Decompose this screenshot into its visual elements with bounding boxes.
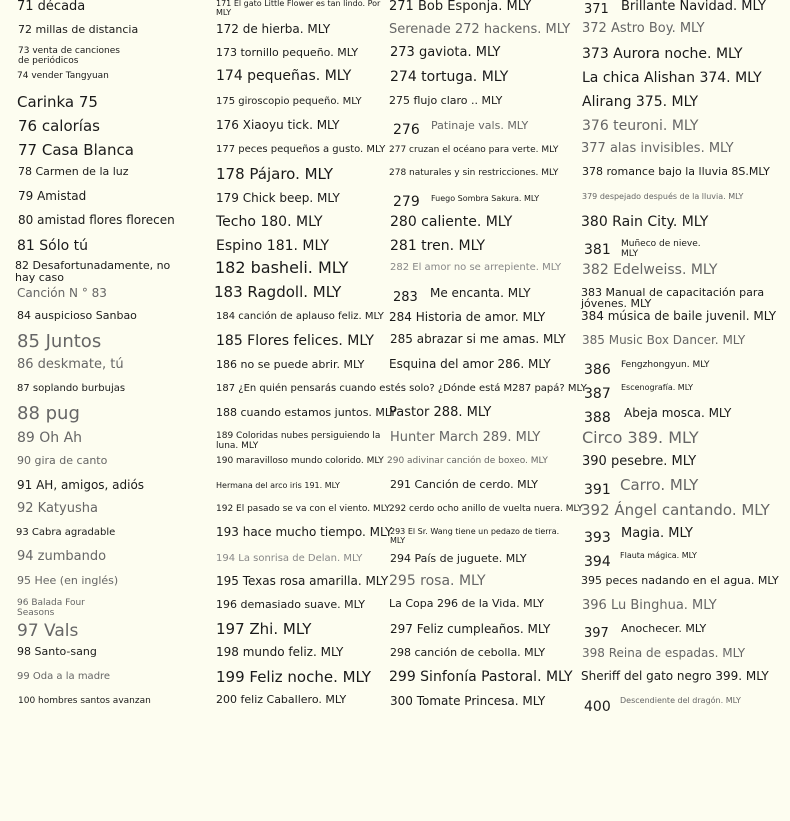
list-item: 97 Vals bbox=[17, 621, 79, 641]
list-item: 185 Flores felices. MLY bbox=[216, 333, 374, 349]
list-item: 172 de hierba. MLY bbox=[216, 22, 331, 36]
list-item: 94 zumbando bbox=[17, 549, 107, 564]
list-item: 297 Feliz cumpleaños. MLY bbox=[390, 622, 551, 636]
list-item: 92 Katyusha bbox=[17, 501, 98, 516]
list-item: Escenografía. MLY bbox=[621, 383, 693, 392]
list-item: Alirang 375. MLY bbox=[582, 94, 699, 110]
list-item: 282 El amor no se arrepiente. MLY bbox=[390, 262, 562, 273]
list-item: 91 AH, amigos, adiós bbox=[17, 478, 145, 492]
list-item: 293 El Sr. Wang tiene un pedazo de tierra. MLY bbox=[390, 527, 560, 545]
list-item: 73 venta de canciones de periódicos bbox=[18, 46, 120, 66]
list-item: 376 teuroni. MLY bbox=[582, 118, 699, 134]
list-item: 87 soplando burbujas bbox=[17, 383, 126, 394]
list-item-number: 386 bbox=[584, 362, 611, 378]
list-item: 100 hombres santos avanzan bbox=[18, 696, 151, 706]
list-item-number: 388 bbox=[584, 410, 611, 426]
list-item: Hermana del arco iris 191. MLY bbox=[216, 481, 340, 490]
list-item: 291 Canción de cerdo. MLY bbox=[390, 478, 538, 491]
list-item: 194 La sonrisa de Delan. MLY bbox=[216, 553, 363, 564]
list-item: 173 tornillo pequeño. MLY bbox=[216, 46, 359, 59]
list-item: Sheriff del gato negro 399. MLY bbox=[581, 669, 769, 683]
list-item: 89 Oh Ah bbox=[17, 430, 83, 446]
list-item: 377 alas invisibles. MLY bbox=[581, 141, 734, 156]
list-item: 274 tortuga. MLY bbox=[390, 69, 509, 85]
list-item: 86 deskmate, tú bbox=[17, 357, 124, 372]
list-item: 197 Zhi. MLY bbox=[216, 620, 312, 638]
list-item: 179 Chick beep. MLY bbox=[216, 191, 340, 205]
list-item: 71 década bbox=[17, 0, 86, 14]
list-item: 78 Carmen de la luz bbox=[18, 165, 129, 178]
list-item-number: 283 bbox=[393, 290, 418, 305]
list-item: 298 canción de cebolla. MLY bbox=[390, 646, 546, 659]
list-item: 177 peces pequeños a gusto. MLY bbox=[216, 144, 386, 155]
list-item: La Copa 296 de la Vida. MLY bbox=[389, 597, 544, 610]
list-item: 95 Hee (en inglés) bbox=[17, 574, 119, 587]
list-item: 85 Juntos bbox=[17, 331, 102, 352]
list-item: Carro. MLY bbox=[620, 476, 699, 494]
list-item-number: 393 bbox=[584, 530, 611, 546]
list-item: 79 Amistad bbox=[18, 189, 87, 203]
list-item: Fuego Sombra Sakura. MLY bbox=[431, 194, 540, 203]
list-item: 281 tren. MLY bbox=[390, 238, 486, 254]
list-item: 81 Sólo tú bbox=[17, 238, 88, 254]
list-item: 379 despejado después de la lluvia. MLY bbox=[582, 192, 744, 201]
list-item-number: 381 bbox=[584, 242, 611, 258]
list-item-number: 397 bbox=[584, 626, 609, 641]
list-item: 188 cuando estamos juntos. MLY bbox=[216, 406, 397, 419]
list-item: 182 basheli. MLY bbox=[215, 258, 349, 277]
list-item: 295 rosa. MLY bbox=[389, 573, 486, 589]
list-item: 80 amistad flores florecen bbox=[18, 213, 175, 227]
list-item: 390 pesebre. MLY bbox=[582, 454, 697, 469]
list-item: 199 Feliz noche. MLY bbox=[216, 668, 372, 686]
list-item: 280 caliente. MLY bbox=[390, 214, 513, 230]
list-item: 171 El gato Little Flower es tan lindo. Por MLY bbox=[216, 0, 381, 17]
list-item: 196 demasiado suave. MLY bbox=[216, 598, 366, 611]
list-item-number: 394 bbox=[584, 554, 611, 570]
list-item: Carinka 75 bbox=[17, 93, 98, 111]
list-item: 175 giroscopio pequeño. MLY bbox=[216, 96, 362, 107]
list-item: 373 Aurora noche. MLY bbox=[582, 46, 743, 62]
list-item: 271 Bob Esponja. MLY bbox=[389, 0, 532, 14]
list-item: 183 Ragdoll. MLY bbox=[214, 283, 342, 301]
list-item: Pastor 288. MLY bbox=[389, 405, 492, 420]
list-item: 396 Lu Binghua. MLY bbox=[582, 598, 717, 613]
list-item: 278 naturales y sin restricciones. MLY bbox=[389, 168, 559, 178]
list-item: Brillante Navidad. MLY bbox=[621, 0, 766, 14]
list-item: 382 Edelweiss. MLY bbox=[582, 262, 718, 278]
list-item: 198 mundo feliz. MLY bbox=[216, 645, 344, 659]
list-item-number: 279 bbox=[393, 194, 420, 210]
list-item: 195 Texas rosa amarilla. MLY bbox=[216, 574, 389, 588]
list-item: La chica Alishan 374. MLY bbox=[582, 70, 762, 86]
list-item: 294 País de juguete. MLY bbox=[390, 552, 527, 565]
list-item: 395 peces nadando en el agua. MLY bbox=[581, 574, 779, 587]
list-item: Descendiente del dragón. MLY bbox=[620, 696, 741, 705]
list-item-number: 371 bbox=[584, 2, 609, 17]
list-item-number: 276 bbox=[393, 122, 420, 138]
list-item: 93 Cabra agradable bbox=[16, 527, 116, 538]
list-item: Techo 180. MLY bbox=[216, 214, 323, 230]
list-item: 186 no se puede abrir. MLY bbox=[216, 358, 365, 371]
list-item: 187 ¿En quién pensarás cuando estés solo? ¿Dónde está M287 papá? MLY bbox=[216, 383, 587, 394]
list-item: 384 música de baile juvenil. MLY bbox=[581, 309, 777, 323]
list-item: Esquina del amor 286. MLY bbox=[389, 357, 551, 371]
list-item: 99 Oda a la madre bbox=[17, 671, 111, 682]
list-item: Abeja mosca. MLY bbox=[624, 406, 732, 420]
list-item: Patinaje vals. MLY bbox=[431, 119, 529, 132]
list-item: Anochecer. MLY bbox=[621, 622, 707, 635]
list-item: 189 Coloridas nubes persiguiendo la luna. MLY bbox=[216, 431, 381, 451]
list-item: 273 gaviota. MLY bbox=[390, 45, 501, 60]
list-item: Muñeco de nieve. MLY bbox=[621, 239, 701, 259]
list-item: Me encanta. MLY bbox=[430, 286, 531, 300]
list-item: 398 Reina de espadas. MLY bbox=[582, 646, 746, 660]
list-item: Circo 389. MLY bbox=[582, 428, 699, 447]
list-item: 285 abrazar si me amas. MLY bbox=[390, 332, 566, 346]
list-item: 178 Pájaro. MLY bbox=[216, 165, 334, 183]
list-item: 378 romance bajo la lluvia 8S.MLY bbox=[582, 165, 770, 178]
list-item: 284 Historia de amor. MLY bbox=[389, 310, 546, 324]
list-item: Hunter March 289. MLY bbox=[390, 430, 541, 445]
list-item: 300 Tomate Princesa. MLY bbox=[390, 694, 546, 708]
list-item: 277 cruzan el océano para verte. MLY bbox=[389, 145, 559, 155]
list-item-number: 391 bbox=[584, 482, 611, 498]
list-item: 72 millas de distancia bbox=[18, 23, 139, 36]
list-item: 292 cerdo ocho anillo de vuelta nuera. MLY bbox=[389, 504, 583, 514]
list-item: 200 feliz Caballero. MLY bbox=[216, 693, 347, 706]
list-item: 275 flujo claro .. MLY bbox=[389, 94, 503, 107]
list-item: 84 auspicioso Sanbao bbox=[17, 309, 137, 322]
list-item: 190 maravilloso mundo colorido. MLY bbox=[216, 456, 384, 466]
list-item: Fengzhongyun. MLY bbox=[621, 360, 710, 370]
list-item: 192 El pasado se va con el viento. MLY bbox=[216, 504, 391, 514]
list-item: 90 gira de canto bbox=[17, 454, 108, 467]
list-item: Flauta mágica. MLY bbox=[620, 551, 697, 560]
list-item: 176 Xiaoyu tick. MLY bbox=[216, 118, 340, 132]
list-item: 299 Sinfonía Pastoral. MLY bbox=[389, 669, 573, 685]
list-item: 96 Balada Four Seasons bbox=[17, 598, 85, 618]
list-item: 184 canción de aplauso feliz. MLY bbox=[216, 311, 384, 322]
list-item: 76 calorías bbox=[18, 117, 100, 135]
list-item: Serenade 272 hackens. MLY bbox=[389, 22, 571, 37]
list-item: Canción N ° 83 bbox=[17, 286, 107, 300]
list-item: 385 Music Box Dancer. MLY bbox=[582, 333, 746, 347]
list-item-number: 400 bbox=[584, 699, 611, 715]
list-item: Magia. MLY bbox=[621, 526, 693, 541]
list-item: 98 Santo-sang bbox=[17, 645, 97, 658]
list-item: 380 Rain City. MLY bbox=[581, 214, 709, 230]
list-item: Espino 181. MLY bbox=[216, 238, 329, 254]
list-item: 392 Ángel cantando. MLY bbox=[581, 501, 770, 519]
list-item-number: 387 bbox=[584, 386, 611, 402]
list-item: 193 hace mucho tiempo. MLY bbox=[216, 525, 393, 539]
list-item: 372 Astro Boy. MLY bbox=[582, 21, 705, 36]
list-item: 290 adivinar canción de boxeo. MLY bbox=[387, 456, 548, 466]
list-item: 74 vender Tangyuan bbox=[17, 71, 109, 81]
list-item: 174 pequeñas. MLY bbox=[216, 68, 352, 84]
list-item: 77 Casa Blanca bbox=[18, 141, 134, 159]
list-item: 82 Desafortunadamente, no hay caso bbox=[15, 259, 171, 285]
list-item: 383 Manual de capacitación para jóvenes. MLY bbox=[581, 286, 765, 310]
list-item: 88 pug bbox=[17, 403, 80, 424]
